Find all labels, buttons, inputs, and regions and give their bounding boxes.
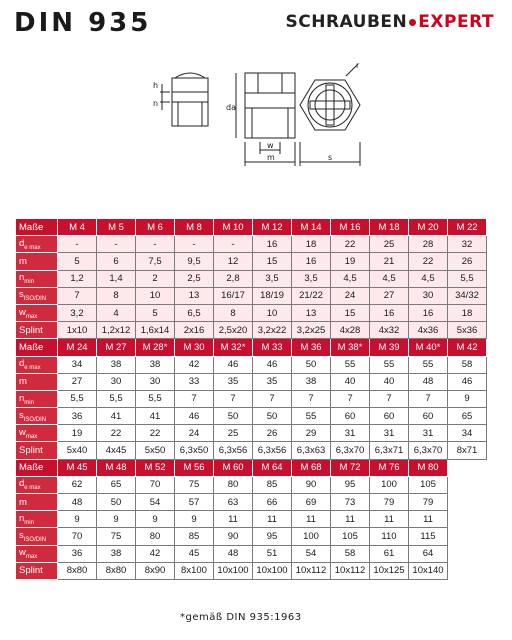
- value-cell: 9: [136, 511, 175, 528]
- value-cell: 6,3x70: [331, 442, 370, 459]
- value-cell: 7: [175, 390, 214, 407]
- value-cell: 13: [292, 304, 331, 321]
- value-cell: 50: [253, 408, 292, 425]
- table-row: [16, 442, 487, 459]
- value-cell: 55: [331, 356, 370, 373]
- value-cell: 7,5: [136, 253, 175, 270]
- value-cell: 41: [97, 408, 136, 425]
- row-label: $n_{min}$: [16, 270, 58, 287]
- value-cell: 19: [331, 253, 370, 270]
- row-label: $w_{max}$: [16, 425, 58, 442]
- value-cell: 42: [175, 356, 214, 373]
- table-row: [16, 545, 487, 562]
- row-label: $s_{ISO/DIN}$: [16, 408, 58, 425]
- value-cell: 8x80: [97, 562, 136, 579]
- value-cell: 7: [292, 390, 331, 407]
- size-header-cell: M 48: [97, 459, 136, 476]
- dim-label-m: m: [267, 153, 275, 162]
- value-cell: 4,5: [370, 270, 409, 287]
- value-cell: 6,5: [175, 304, 214, 321]
- value-cell: 27: [58, 373, 97, 390]
- size-header-cell: M 52: [136, 459, 175, 476]
- value-cell: 7: [214, 390, 253, 407]
- value-cell: 95: [253, 528, 292, 545]
- value-cell: 8x80: [58, 562, 97, 579]
- value-cell: 64: [409, 545, 448, 562]
- value-cell: 26: [448, 253, 487, 270]
- size-header-cell: M 28*: [136, 339, 175, 356]
- dim-label-r: r: [356, 61, 360, 70]
- table-row: [16, 356, 487, 373]
- size-header-cell: M 5: [97, 219, 136, 236]
- value-cell: 5x36: [448, 322, 487, 339]
- value-cell: 7: [253, 390, 292, 407]
- size-header-cell: M 39: [370, 339, 409, 356]
- value-cell: 95: [331, 476, 370, 493]
- value-cell: 80: [136, 528, 175, 545]
- value-cell: 8x71: [448, 442, 487, 459]
- value-cell: 75: [175, 476, 214, 493]
- dim-label-w: w: [267, 141, 274, 150]
- empty-cell: [448, 545, 487, 562]
- size-header-cell: M 6: [136, 219, 175, 236]
- value-cell: 2: [136, 270, 175, 287]
- value-cell: 69: [292, 494, 331, 511]
- value-cell: 62: [58, 476, 97, 493]
- value-cell: 48: [409, 373, 448, 390]
- value-cell: 3,5: [253, 270, 292, 287]
- row-label: $s_{ISO/DIN}$: [16, 287, 58, 304]
- value-cell: 36: [58, 545, 97, 562]
- value-cell: 42: [136, 545, 175, 562]
- value-cell: 24: [175, 425, 214, 442]
- empty-cell: [448, 562, 487, 579]
- value-cell: 16: [409, 304, 448, 321]
- value-cell: 2,8: [214, 270, 253, 287]
- row-label: Splint: [16, 562, 58, 579]
- value-cell: 4x32: [370, 322, 409, 339]
- value-cell: 19: [58, 425, 97, 442]
- row-label: m: [16, 253, 58, 270]
- technical-drawing: [150, 58, 370, 168]
- value-cell: 10x125: [370, 562, 409, 579]
- value-cell: 46: [175, 408, 214, 425]
- value-cell: 29: [292, 425, 331, 442]
- size-header-cell: M 45: [58, 459, 97, 476]
- size-header-cell: M 20: [409, 219, 448, 236]
- footnote: *gemäß DIN 935:1963: [180, 612, 302, 623]
- table-row: [16, 494, 487, 511]
- value-cell: 6,3x70: [409, 442, 448, 459]
- value-cell: 46: [214, 356, 253, 373]
- value-cell: 6: [97, 253, 136, 270]
- value-cell: 8x90: [136, 562, 175, 579]
- value-cell: 79: [370, 494, 409, 511]
- value-cell: 7: [370, 390, 409, 407]
- value-cell: 85: [253, 476, 292, 493]
- size-header-cell: M 32*: [214, 339, 253, 356]
- value-cell: 21/22: [292, 287, 331, 304]
- value-cell: 4x45: [97, 442, 136, 459]
- value-cell: 1,2: [58, 270, 97, 287]
- value-cell: 35: [253, 373, 292, 390]
- size-header-cell: M 22: [448, 219, 487, 236]
- value-cell: 2,5: [175, 270, 214, 287]
- value-cell: 6,3x50: [175, 442, 214, 459]
- value-cell: 5,5: [97, 390, 136, 407]
- value-cell: 54: [136, 494, 175, 511]
- value-cell: 105: [409, 476, 448, 493]
- row-label: Splint: [16, 322, 58, 339]
- size-header-cell: M 36: [292, 339, 331, 356]
- value-cell: 21: [370, 253, 409, 270]
- size-header-cell: M 12: [253, 219, 292, 236]
- value-cell: -: [175, 236, 214, 253]
- front-view-icon: [236, 73, 295, 166]
- value-cell: 33: [175, 373, 214, 390]
- value-cell: 22: [136, 425, 175, 442]
- value-cell: 3,2x25: [292, 322, 331, 339]
- value-cell: 1,6x14: [136, 322, 175, 339]
- value-cell: 31: [331, 425, 370, 442]
- size-header-cell: M 72: [331, 459, 370, 476]
- value-cell: -: [214, 236, 253, 253]
- value-cell: 5: [58, 253, 97, 270]
- value-cell: 7: [331, 390, 370, 407]
- value-cell: 4x28: [331, 322, 370, 339]
- value-cell: 6,3x56: [214, 442, 253, 459]
- value-cell: 22: [97, 425, 136, 442]
- size-header-cell: M 68: [292, 459, 331, 476]
- table-row: [16, 322, 487, 339]
- value-cell: 5x40: [58, 442, 97, 459]
- value-cell: 11: [331, 511, 370, 528]
- value-cell: 18: [448, 304, 487, 321]
- table-row: [16, 270, 487, 287]
- value-cell: 10: [253, 304, 292, 321]
- side-view-icon: [160, 73, 208, 126]
- value-cell: 55: [370, 356, 409, 373]
- value-cell: 6,3x71: [370, 442, 409, 459]
- value-cell: 31: [409, 425, 448, 442]
- size-header-cell: M 60: [214, 459, 253, 476]
- value-cell: 63: [214, 494, 253, 511]
- value-cell: 5,5: [136, 390, 175, 407]
- value-cell: 4: [97, 304, 136, 321]
- value-cell: 79: [409, 494, 448, 511]
- value-cell: 18/19: [253, 287, 292, 304]
- value-cell: 5,5: [448, 270, 487, 287]
- value-cell: 3,2: [58, 304, 97, 321]
- table-row: [16, 528, 487, 545]
- value-cell: 46: [448, 373, 487, 390]
- value-cell: 24: [331, 287, 370, 304]
- value-cell: -: [58, 236, 97, 253]
- size-header-cell: M 80: [409, 459, 448, 476]
- size-header-cell: M 42: [448, 339, 487, 356]
- value-cell: 11: [370, 511, 409, 528]
- value-cell: 10x140: [409, 562, 448, 579]
- value-cell: 32: [448, 236, 487, 253]
- value-cell: 58: [448, 356, 487, 373]
- value-cell: 46: [253, 356, 292, 373]
- value-cell: 75: [97, 528, 136, 545]
- dimension-table: [15, 218, 487, 580]
- size-header-cell: M 24: [58, 339, 97, 356]
- value-cell: 50: [97, 494, 136, 511]
- value-cell: 6,3x63: [292, 442, 331, 459]
- value-cell: 45: [175, 545, 214, 562]
- value-cell: 31: [370, 425, 409, 442]
- value-cell: 28: [409, 236, 448, 253]
- size-header-cell: M 40*: [409, 339, 448, 356]
- value-cell: 5: [136, 304, 175, 321]
- size-header-cell: M 27: [97, 339, 136, 356]
- empty-cell: [448, 494, 487, 511]
- value-cell: 22: [331, 236, 370, 253]
- value-cell: 3,5: [292, 270, 331, 287]
- row-label: $w_{max}$: [16, 304, 58, 321]
- value-cell: 22: [409, 253, 448, 270]
- page-title: DIN 935: [14, 8, 152, 38]
- size-header-cell: M 33: [253, 339, 292, 356]
- value-cell: 66: [253, 494, 292, 511]
- value-cell: 38: [292, 373, 331, 390]
- value-cell: 110: [370, 528, 409, 545]
- value-cell: 27: [370, 287, 409, 304]
- value-cell: 34: [448, 425, 487, 442]
- value-cell: 9: [58, 511, 97, 528]
- value-cell: 16: [253, 236, 292, 253]
- row-label: $d_{e max}$: [16, 476, 58, 493]
- value-cell: 48: [58, 494, 97, 511]
- value-cell: 10x100: [214, 562, 253, 579]
- value-cell: 51: [253, 545, 292, 562]
- value-cell: 48: [214, 545, 253, 562]
- value-cell: 12: [214, 253, 253, 270]
- value-cell: 8x100: [175, 562, 214, 579]
- row-label: $w_{max}$: [16, 545, 58, 562]
- value-cell: 70: [136, 476, 175, 493]
- header-row: [16, 219, 487, 236]
- value-cell: 7: [58, 287, 97, 304]
- value-cell: 100: [292, 528, 331, 545]
- value-cell: 105: [331, 528, 370, 545]
- value-cell: 38: [136, 356, 175, 373]
- brand-part1: SCHRAUBEN: [285, 12, 408, 32]
- row-label: Maße: [16, 219, 58, 236]
- value-cell: 15: [331, 304, 370, 321]
- value-cell: 11: [214, 511, 253, 528]
- size-header-cell: M 4: [58, 219, 97, 236]
- size-header-cell: M 16: [331, 219, 370, 236]
- value-cell: 50: [292, 356, 331, 373]
- value-cell: 2x16: [175, 322, 214, 339]
- table-row: [16, 562, 487, 579]
- table-row: [16, 373, 487, 390]
- value-cell: 5x50: [136, 442, 175, 459]
- value-cell: 36: [58, 408, 97, 425]
- value-cell: 58: [331, 545, 370, 562]
- value-cell: 30: [136, 373, 175, 390]
- value-cell: 38: [97, 356, 136, 373]
- table-row: [16, 408, 487, 425]
- value-cell: 57: [175, 494, 214, 511]
- value-cell: 10x100: [253, 562, 292, 579]
- value-cell: 9,5: [175, 253, 214, 270]
- value-cell: 10x112: [292, 562, 331, 579]
- value-cell: 34: [58, 356, 97, 373]
- value-cell: 85: [175, 528, 214, 545]
- value-cell: 2,5x20: [214, 322, 253, 339]
- value-cell: 1,4: [97, 270, 136, 287]
- value-cell: 80: [214, 476, 253, 493]
- table-row: [16, 511, 487, 528]
- value-cell: 3,2x22: [253, 322, 292, 339]
- value-cell: 13: [175, 287, 214, 304]
- dim-label-n: n: [153, 99, 159, 108]
- value-cell: -: [136, 236, 175, 253]
- empty-cell: [448, 511, 487, 528]
- header-row: [16, 339, 487, 356]
- value-cell: 41: [136, 408, 175, 425]
- table-row: [16, 253, 487, 270]
- value-cell: 9: [175, 511, 214, 528]
- row-label: $n_{min}$: [16, 390, 58, 407]
- value-cell: 90: [292, 476, 331, 493]
- value-cell: 30: [409, 287, 448, 304]
- value-cell: 60: [331, 408, 370, 425]
- brand-part2: EXPERT: [418, 12, 494, 32]
- value-cell: 16: [292, 253, 331, 270]
- row-label: Maße: [16, 459, 58, 476]
- table-row: [16, 304, 487, 321]
- value-cell: 6,3x56: [253, 442, 292, 459]
- value-cell: 10x112: [331, 562, 370, 579]
- value-cell: 4,5: [409, 270, 448, 287]
- row-label: $s_{ISO/DIN}$: [16, 528, 58, 545]
- value-cell: 15: [253, 253, 292, 270]
- empty-cell: [448, 476, 487, 493]
- value-cell: 11: [409, 511, 448, 528]
- value-cell: 5,5: [58, 390, 97, 407]
- row-label: $d_{e max}$: [16, 236, 58, 253]
- row-label: Splint: [16, 442, 58, 459]
- value-cell: 8: [214, 304, 253, 321]
- value-cell: 115: [409, 528, 448, 545]
- size-header-cell: M 56: [175, 459, 214, 476]
- value-cell: 8: [97, 287, 136, 304]
- size-header-cell: M 14: [292, 219, 331, 236]
- value-cell: 65: [97, 476, 136, 493]
- value-cell: 55: [292, 408, 331, 425]
- value-cell: 73: [331, 494, 370, 511]
- value-cell: 1,2x12: [97, 322, 136, 339]
- value-cell: 65: [448, 408, 487, 425]
- size-header-cell: M 38*: [331, 339, 370, 356]
- value-cell: 100: [370, 476, 409, 493]
- size-header-cell: M 10: [214, 219, 253, 236]
- row-label: Maße: [16, 339, 58, 356]
- value-cell: 60: [409, 408, 448, 425]
- size-header-cell: M 18: [370, 219, 409, 236]
- dim-label-s: s: [328, 153, 333, 162]
- row-label: $n_{min}$: [16, 511, 58, 528]
- value-cell: 1x10: [58, 322, 97, 339]
- size-header-cell: M 64: [253, 459, 292, 476]
- value-cell: 11: [292, 511, 331, 528]
- value-cell: 90: [214, 528, 253, 545]
- value-cell: 40: [331, 373, 370, 390]
- value-cell: 10: [136, 287, 175, 304]
- value-cell: 16/17: [214, 287, 253, 304]
- value-cell: 38: [97, 545, 136, 562]
- value-cell: 9: [97, 511, 136, 528]
- value-cell: 60: [370, 408, 409, 425]
- value-cell: 70: [58, 528, 97, 545]
- value-cell: 4x36: [409, 322, 448, 339]
- dim-label-da: da: [226, 103, 236, 112]
- size-header-cell: M 76: [370, 459, 409, 476]
- header-row: [16, 459, 487, 476]
- table-row: [16, 476, 487, 493]
- empty-cell: [448, 459, 487, 476]
- value-cell: 25: [214, 425, 253, 442]
- value-cell: 18: [292, 236, 331, 253]
- value-cell: 35: [214, 373, 253, 390]
- value-cell: 30: [97, 373, 136, 390]
- value-cell: 4,5: [331, 270, 370, 287]
- dim-label-h: h: [153, 81, 159, 90]
- value-cell: 34/32: [448, 287, 487, 304]
- brand-dot-icon: [409, 19, 416, 26]
- value-cell: 16: [370, 304, 409, 321]
- brand-logo: [286, 12, 495, 32]
- value-cell: 25: [370, 236, 409, 253]
- row-label: $d_{e max}$: [16, 356, 58, 373]
- value-cell: 11: [253, 511, 292, 528]
- row-label: m: [16, 494, 58, 511]
- value-cell: 9: [448, 390, 487, 407]
- table-row: [16, 390, 487, 407]
- table-row: [16, 236, 487, 253]
- table-row: [16, 287, 487, 304]
- value-cell: 55: [409, 356, 448, 373]
- value-cell: 54: [292, 545, 331, 562]
- size-header-cell: M 8: [175, 219, 214, 236]
- row-label: m: [16, 373, 58, 390]
- empty-cell: [448, 528, 487, 545]
- value-cell: -: [97, 236, 136, 253]
- value-cell: 61: [370, 545, 409, 562]
- table-row: [16, 425, 487, 442]
- value-cell: 40: [370, 373, 409, 390]
- top-view-icon: [300, 64, 360, 166]
- value-cell: 7: [409, 390, 448, 407]
- value-cell: 50: [214, 408, 253, 425]
- value-cell: 26: [253, 425, 292, 442]
- size-header-cell: M 30: [175, 339, 214, 356]
